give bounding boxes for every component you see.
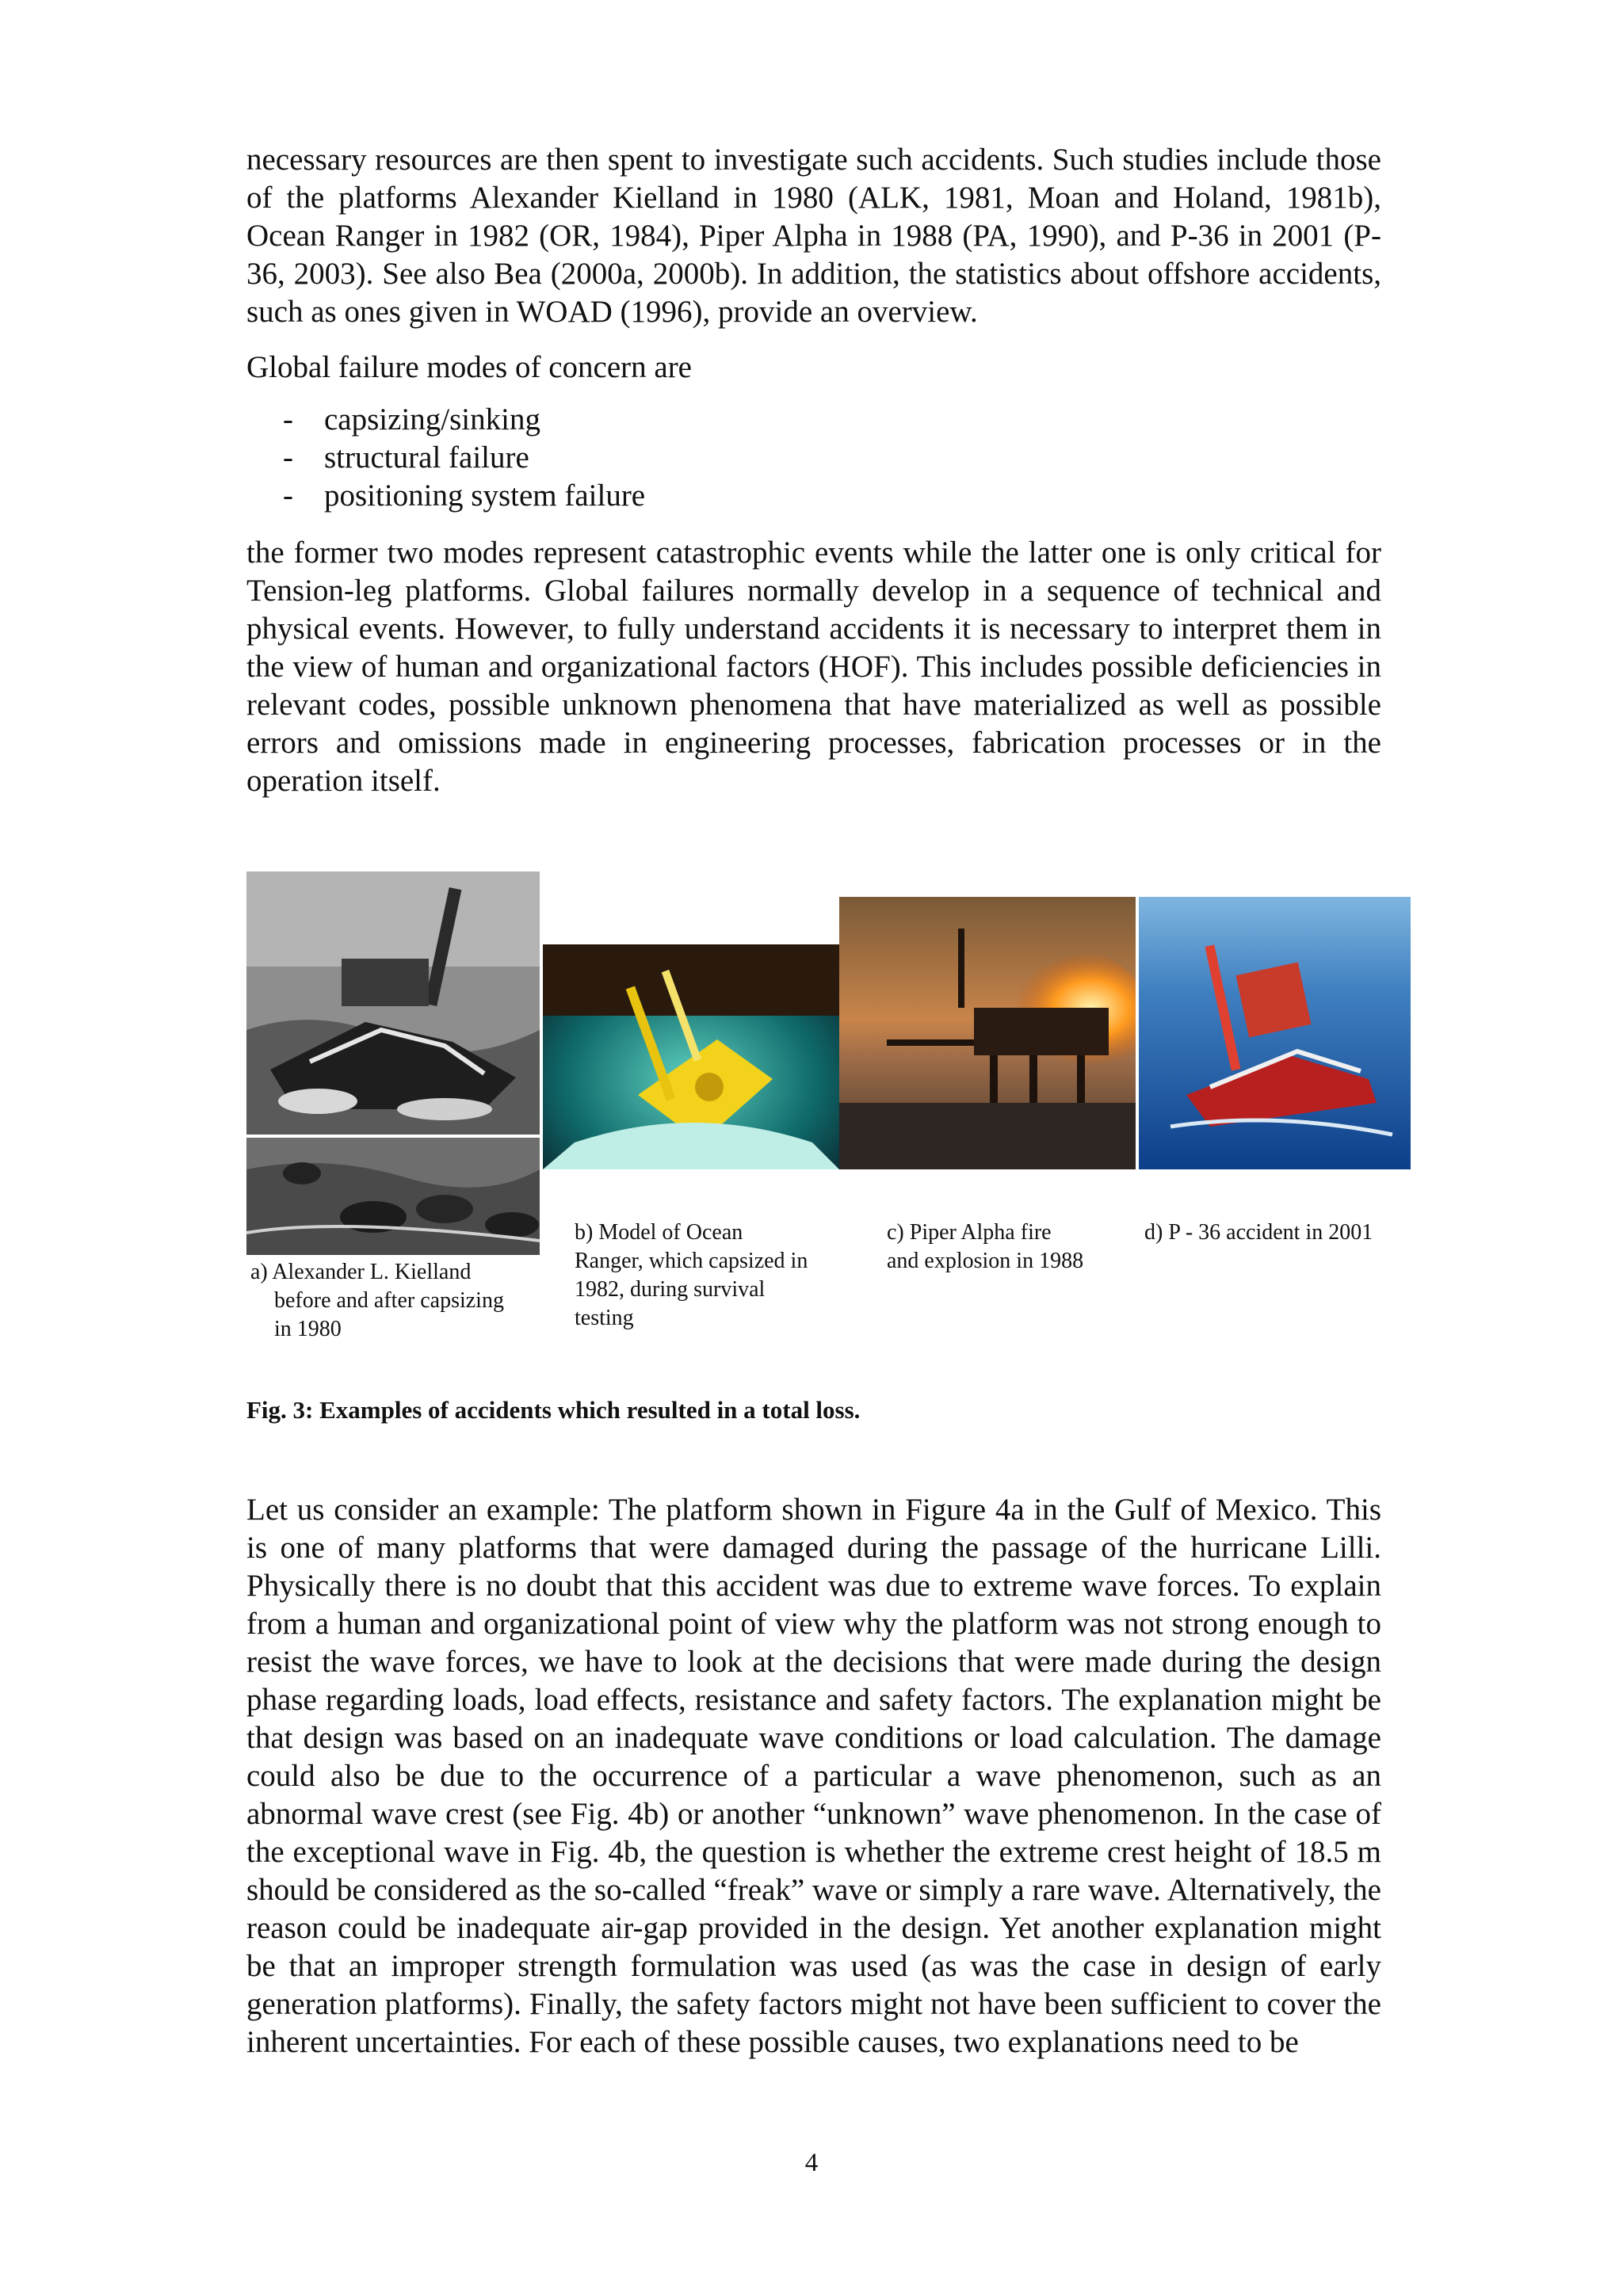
list-item: - positioning system failure — [283, 479, 646, 513]
caption-c: c) Piper Alpha fire and explosion in 1988 — [887, 1220, 1084, 1273]
list-item: - structural failure — [283, 441, 529, 475]
piper-alpha-fire-photo — [839, 897, 1136, 1169]
body-paragraph-3: the former two modes represent catastrophic events while the latter one is only critical for Tension-leg platforms. Global failures normally develop in a sequence of technical and physical events. However, to fully understand accidents it is necessary to interpret them in the view of human and organizational factors (HOF). This includes possible deficiencies in relevant codes, possible unknown phenomena that have materialized as well as possible errors and omissions made in engineering processes, fabrication processes or in the operation itself. — [246, 536, 1381, 798]
body-paragraph-4: Let us consider an example: The platform shown in Figure 4a in the Gulf of Mexico. This is one of many platforms that were damaged during the passage of the hurricane Lilli. Physically there is no doubt that this accident was due to extreme wave forces. To explain from a human and organizational point of view why the platform was not strong enough to resist the wave forces, we have to look at the decisions that were made during the design phase regarding loads, load effects, resistance and safety factors. The explanation might be that design was based on an inadequate wave conditions or load calculation. The damage could also be due to the occurrence of a particular a wave phenomenon, such as an abnormal wave crest (see Fig. 4b) or another “unknown” wave phenomenon. In the case of the exceptional wave in Fig. 4b, the question is whether the extreme crest height of 18.5 m should be considered as the so-called “freak” wave or simply a rare wave. Alternatively, the reason could be inadequate air-gap provided in the design. Yet another explanation might be that an improper strength formulation was used (as was the case in design of early generation platforms). Finally, the safety factors might not have been sufficient to cover the inherent uncertainties. For each of these possible causes, two explanations need to be — [246, 1493, 1381, 2059]
caption-a: a) Alexander L. Kielland before and after capsizing in 1980 — [250, 1260, 504, 1341]
caption-b: b) Model of Ocean Ranger, which capsized in 1982, during survival testing — [575, 1220, 808, 1330]
kielland-after-photo — [246, 1138, 540, 1255]
caption-d: d) P - 36 accident in 2001 — [1144, 1220, 1373, 1245]
ocean-ranger-model-photo — [543, 944, 839, 1169]
list-item: - capsizing/sinking — [283, 402, 540, 437]
figure-caption: Fig. 3: Examples of accidents which resulted in a total loss. — [246, 1396, 861, 1424]
page-number: 4 — [804, 2149, 819, 2177]
body-paragraph-2: Global failure modes of concern are — [246, 350, 692, 384]
p36-accident-photo — [1139, 897, 1411, 1169]
failure-modes-list — [283, 401, 645, 515]
kielland-before-photo — [246, 871, 540, 1135]
body-paragraph-1: necessary resources are then spent to investigate such accidents. Such studies include those of the platforms Alexander Kielland in 1980 (ALK, 1981, Moan and Holand, 1981b), Ocean Ranger in 1982 (OR, 1984), Piper Alpha in 1988 (PA, 1990), and P-36 in 2001 (P-36, 2003). See also Bea (2000a, 2000b). In addition, the statistics about offshore accidents, such as ones given in WOAD (1996), provide an overview. — [246, 143, 1381, 329]
